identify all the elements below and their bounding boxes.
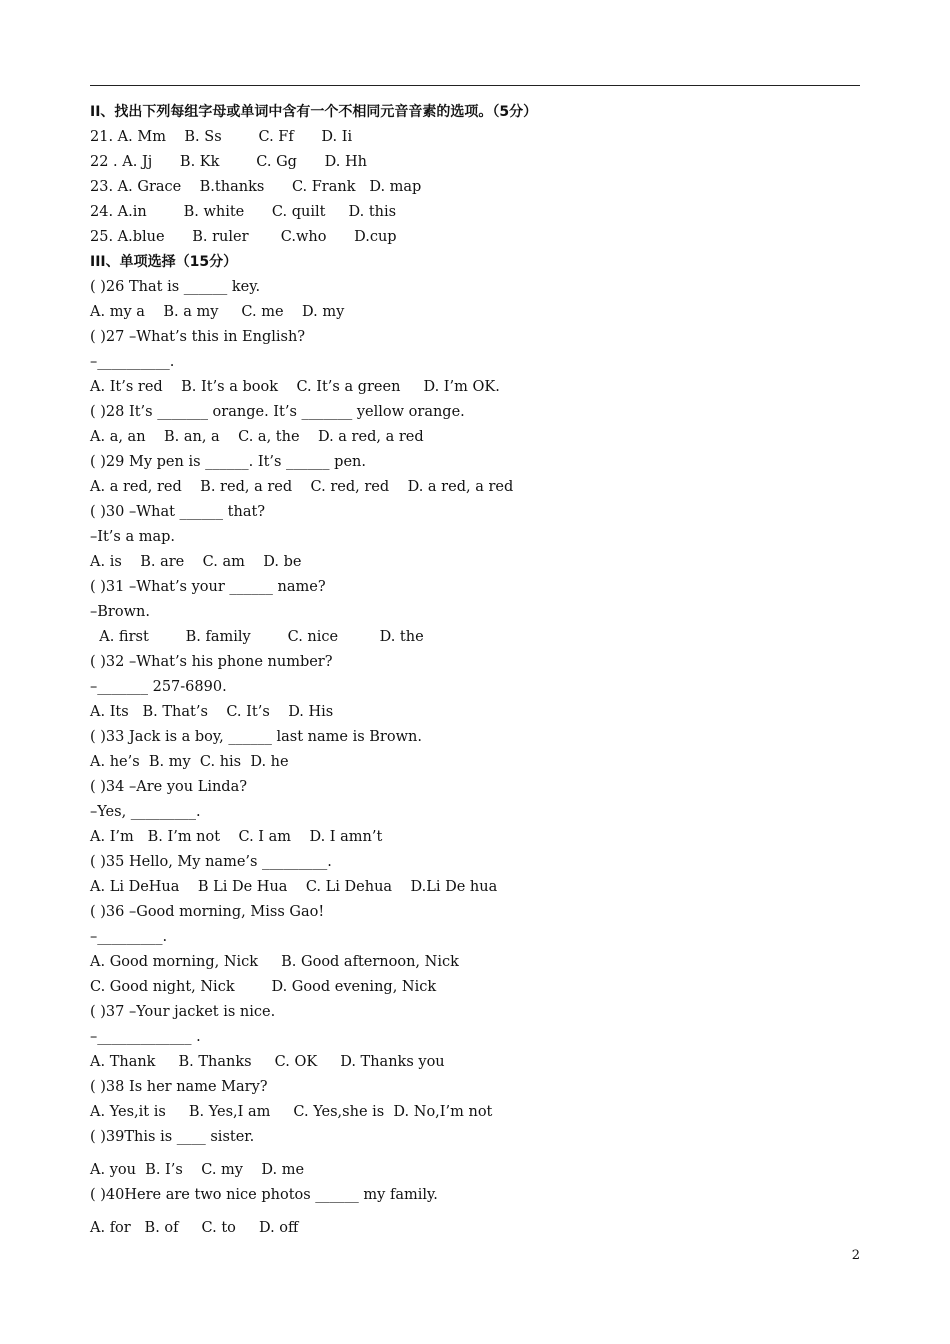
question-line: ( )39This is ____ sister. <box>90 1129 255 1145</box>
options-line: A. you B. I’s C. my D. me <box>90 1162 305 1178</box>
options-line: A. Good morning, Nick B. Good afternoon, Nick <box>90 954 459 970</box>
question-line: 25. A.blue B. ruler C.who D.cup <box>90 229 397 245</box>
question-line: ( )34 –Are you Linda? <box>90 779 248 795</box>
section3-heading: III、单项选择（15分） <box>90 254 238 270</box>
question-line: ( )36 –Good morning, Miss Gao! <box>90 904 325 920</box>
options-line: A. a red, red B. red, a red C. red, red D. a red, a red <box>90 479 514 495</box>
header-rule <box>90 85 860 86</box>
answer-line: –Brown. <box>90 604 150 620</box>
question-line: 21. A. Mm B. Ss C. Ff D. Ii <box>90 129 353 145</box>
question-line: ( )32 –What’s his phone number? <box>90 654 333 670</box>
answer-blank-line: –Yes, _________. <box>90 804 201 820</box>
options-line: A. first B. family C. nice D. the <box>90 629 424 645</box>
section2-heading: II、找出下列每组字母或单词中含有一个不相同元音音素的选项。（5分） <box>90 104 538 120</box>
options-line: A. I’m B. I’m not C. I am D. I amn’t <box>90 829 383 845</box>
question-line: 24. A.in B. white C. quilt D. this <box>90 204 397 220</box>
question-line: 22 . A. Jj B. Kk C. Gg D. Hh <box>90 154 367 170</box>
question-line: ( )40Here are two nice photos ______ my family. <box>90 1187 438 1203</box>
options-line: C. Good night, Nick D. Good evening, Nick <box>90 979 437 995</box>
options-line: A. is B. are C. am D. be <box>90 554 302 570</box>
options-line: A. Thank B. Thanks C. OK D. Thanks you <box>90 1054 445 1070</box>
question-line: ( )26 That is ______ key. <box>90 279 261 295</box>
answer-line: –It’s a map. <box>90 529 176 545</box>
options-line: A. It’s red B. It’s a book C. It’s a green D. I’m OK. <box>90 379 500 395</box>
options-line: A. Its B. That’s C. It’s D. His <box>90 704 334 720</box>
question-line: ( )35 Hello, My name’s _________. <box>90 854 332 870</box>
question-line: ( )28 It’s _______ orange. It’s _______ yellow orange. <box>90 404 465 420</box>
question-line: ( )29 My pen is ______. It’s ______ pen. <box>90 454 366 470</box>
exam-content <box>90 100 870 1241</box>
options-line: A. my a B. a my C. me D. my <box>90 304 345 320</box>
question-line: ( )38 Is her name Mary? <box>90 1079 268 1095</box>
answer-blank-line: –_________. <box>90 929 168 945</box>
question-line: ( )30 –What ______ that? <box>90 504 266 520</box>
answer-blank-line: –_____________ . <box>90 1029 201 1045</box>
answer-blank-line: –_______ 257-6890. <box>90 679 227 695</box>
options-line: A. Li DeHua B Li De Hua C. Li Dehua D.Li De hua <box>90 879 498 895</box>
page-number: 2 <box>851 1248 860 1263</box>
question-line: ( )31 –What’s your ______ name? <box>90 579 326 595</box>
options-line: A. he’s B. my C. his D. he <box>90 754 289 770</box>
question-line: ( )37 –Your jacket is nice. <box>90 1004 276 1020</box>
options-line: A. Yes,it is B. Yes,I am C. Yes,she is D. No,I’m not <box>90 1104 493 1120</box>
question-line: ( )27 –What’s this in English? <box>90 329 306 345</box>
options-line: A. a, an B. an, a C. a, the D. a red, a red <box>90 429 424 445</box>
options-line: A. for B. of C. to D. off <box>90 1220 299 1236</box>
question-line: 23. A. Grace B.thanks C. Frank D. map <box>90 179 422 195</box>
question-line: ( )33 Jack is a boy, ______ last name is Brown. <box>90 729 422 745</box>
answer-blank-line: –__________. <box>90 354 175 370</box>
